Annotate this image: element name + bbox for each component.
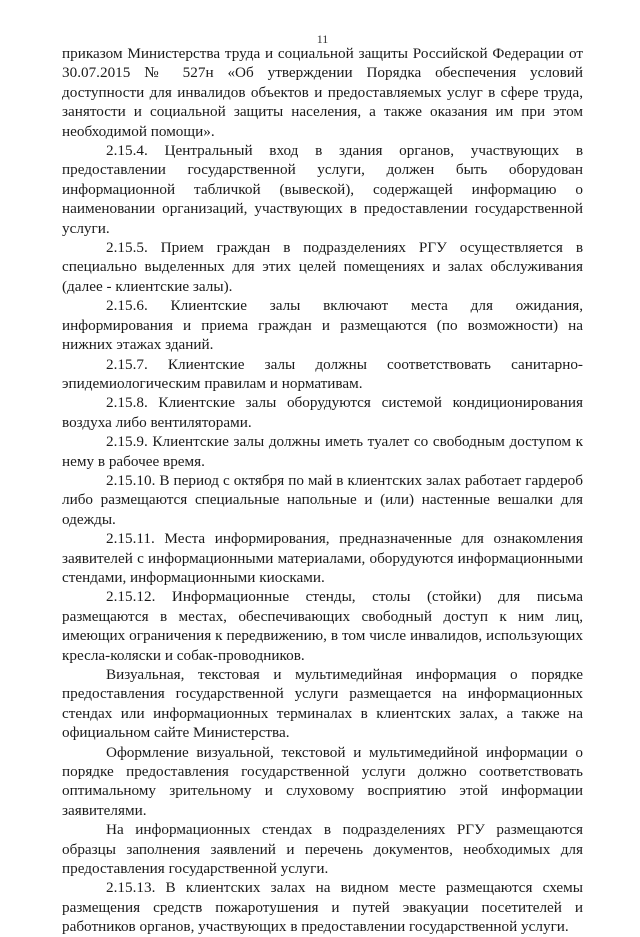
paragraph-2-15-4: 2.15.4. Центральный вход в здания органов, участвующих в предоставлении государственной услуги, должен быть оборудован информационной табличкой (вывеской), содержащей информацию о наименовании организаций, участвующих в предоставлении государственной услуги. (62, 142, 583, 237)
paragraph-visual-information: Визуальная, текстовая и мультимедийная информация о порядке предоставления государственной услуги размещается на информационных стендах или информационных терминалах в клиентских залах, а также на официальном сайте Министерства. (62, 666, 583, 742)
paragraph-information-design: Оформление визуальной, текстовой и мультимедийной информации о порядке предоставления государственной услуги должно соответствовать оптимальному зрительному и слуховому восприятию этой информации заявителями. (62, 743, 583, 819)
paragraph-2-15-9: 2.15.9. Клиентские залы должны иметь туалет со свободным доступом к нему в рабочее время. (62, 433, 583, 470)
paragraph-order-reference: приказом Министерства труда и социальной защиты Российской Федерации от 30.07.2015 № 527н «Об утверждении Порядка обеспечения условий доступности для инвалидов объектов и предоставляемых услуг в сфере труда, занятости и социальной защиты населения, а также оказания им при этом необходимой помощи». (62, 45, 583, 140)
paragraph-2-15-11: 2.15.11. Места информирования, предназначенные для ознакомления заявителей с информационными материалами, оборудуются информационными стендами, информационными киосками. (62, 530, 583, 586)
paragraph-2-15-7: 2.15.7. Клиентские залы должны соответствовать санитарно-эпидемиологическим правилам и нормативам. (62, 355, 583, 392)
paragraph-2-15-6: 2.15.6. Клиентские залы включают места для ожидания, информирования и приема граждан и размещаются (по возможности) на нижних этажах зданий. (62, 297, 583, 354)
paragraph-2-15-10: 2.15.10. В период с октября по май в клиентских залах работает гардероб либо размещаются специальные напольные и (или) настенные вешалки для одежды. (62, 471, 583, 528)
paragraph-2-15-5: 2.15.5. Прием граждан в подразделениях РГУ осуществляется в специально выделенных для этих целей помещениях и залах обслуживания (далее - клиентские залы). (62, 239, 583, 295)
paragraph-2-15-13: 2.15.13. В клиентских залах на видном месте размещаются схемы размещения средств пожаротушения и путей эвакуации посетителей и работников органов, участвующих в предоставлении государственной услуги. (62, 879, 583, 936)
paragraph-2-15-12: 2.15.12. Информационные стенды, столы (стойки) для письма размещаются в местах, обеспечивающих свободный доступ к ним лиц, имеющих ограничения к передвижению, в том числе инвалидов, использующих кресла-коляски и собак-проводников. (62, 588, 583, 664)
page-number: 11 (316, 32, 329, 46)
document-body (62, 44, 583, 937)
paragraph-stands-samples: На информационных стендах в подразделениях РГУ размещаются образцы заполнения заявлений и перечень документов, необходимых для предоставления государственной услуги. (62, 821, 583, 878)
paragraph-2-15-8: 2.15.8. Клиентские залы оборудуются системой кондиционирования воздуха либо вентиляторами. (62, 394, 583, 431)
